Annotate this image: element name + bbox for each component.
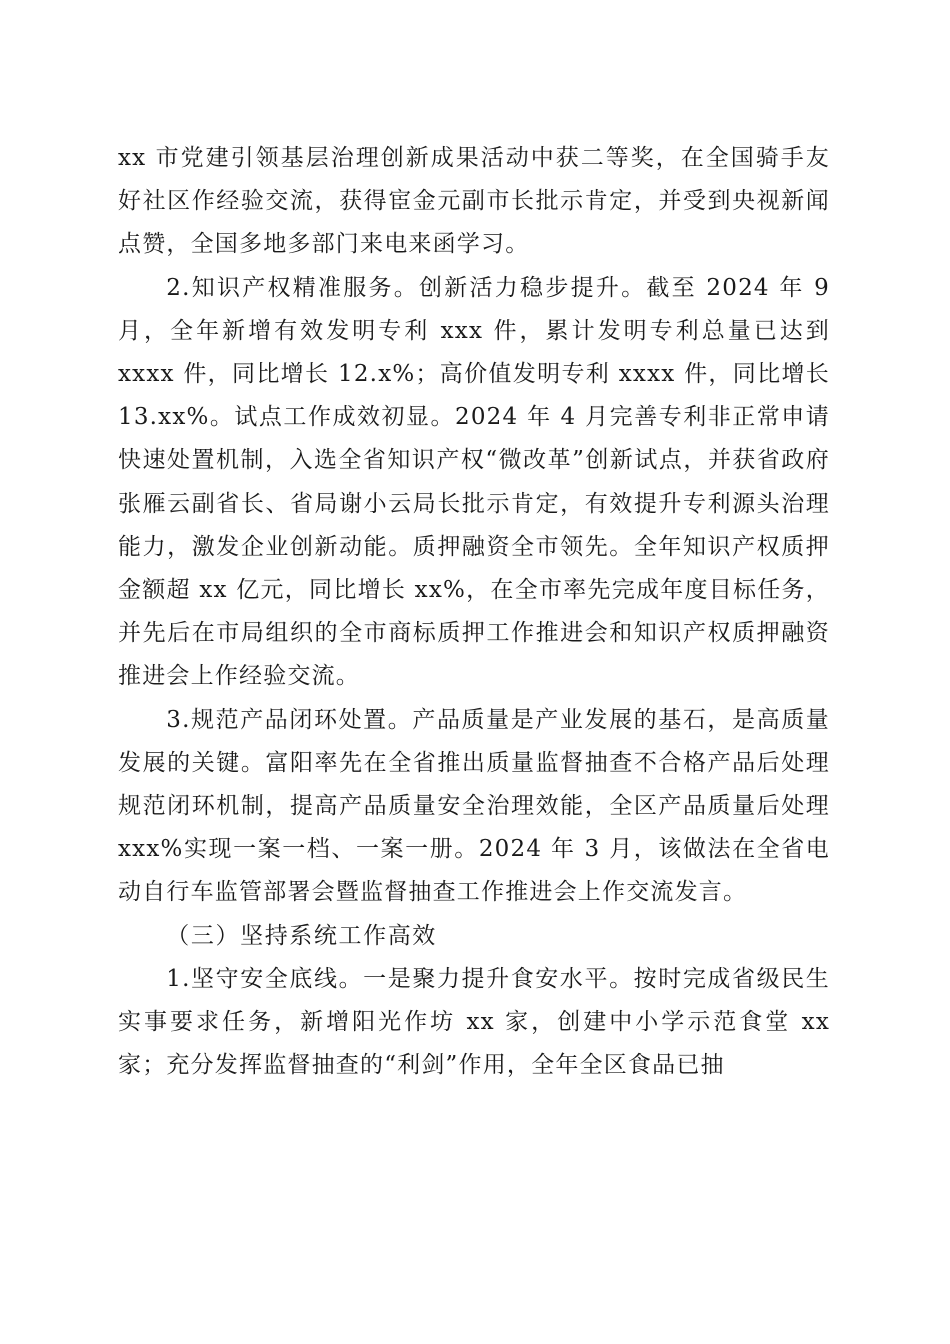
product-quality-paragraph: 3.规范产品闭环处置。产品质量是产业发展的基石，是高质量发展的关键。富阳率先在全省推出质量监督抽查不合格产品后处理规范闭环机制，提高产品质量安全治理效能，全区产品质量后处理 xxx%实现一案一档、一案一册。2024 年 3 月，该做法在全省电动自行车监管部署会暨监督抽查工作推进会上作交流发言。 — [118, 706, 830, 906]
continuation-paragraph: xx 市党建引领基层治理创新成果活动中获二等奖，在全国骑手友好社区作经验交流，获得宦金元副市长批示肯定，并受到央视新闻点赞，全国多地多部门来电来函学习。 — [118, 145, 830, 258]
section-heading: （三）坚持系统工作高效 — [166, 922, 437, 949]
safety-baseline-paragraph: 1.坚守安全底线。一是聚力提升食安水平。按时完成省级民生实事要求任务，新增阳光作坊 xx 家，创建中小学示范食堂 xx 家；充分发挥监督抽查的“利剑”作用，全年全区食品已抽 — [118, 965, 830, 1079]
document-body — [118, 137, 830, 1087]
ip-service-paragraph: 2.知识产权精准服务。创新活力稳步提升。截至 2024 年 9 月，全年新增有效发明专利 xxx 件，累计发明专利总量已达到 xxxx 件，同比增长 12.x%；高价值发明专利 xxxx 件，同比增长 13.xx%。试点工作成效初显。2024 年 4 月完善专利非正常申请快速处置机制，入选全省知识产权“微改革”创新试点，并获省政府张雁云副省长、省局谢小云局长批示肯定，有效提升专利源头治理能力，激发企业创新动能。质押融资全市领先。全年知识产权质押金额超 xx 亿元，同比增长 xx%，在全市率先完成年度目标任务，并先后在市局组织的全市商标质押工作推进会和知识产权质押融资推进会上作经验交流。 — [118, 274, 830, 690]
